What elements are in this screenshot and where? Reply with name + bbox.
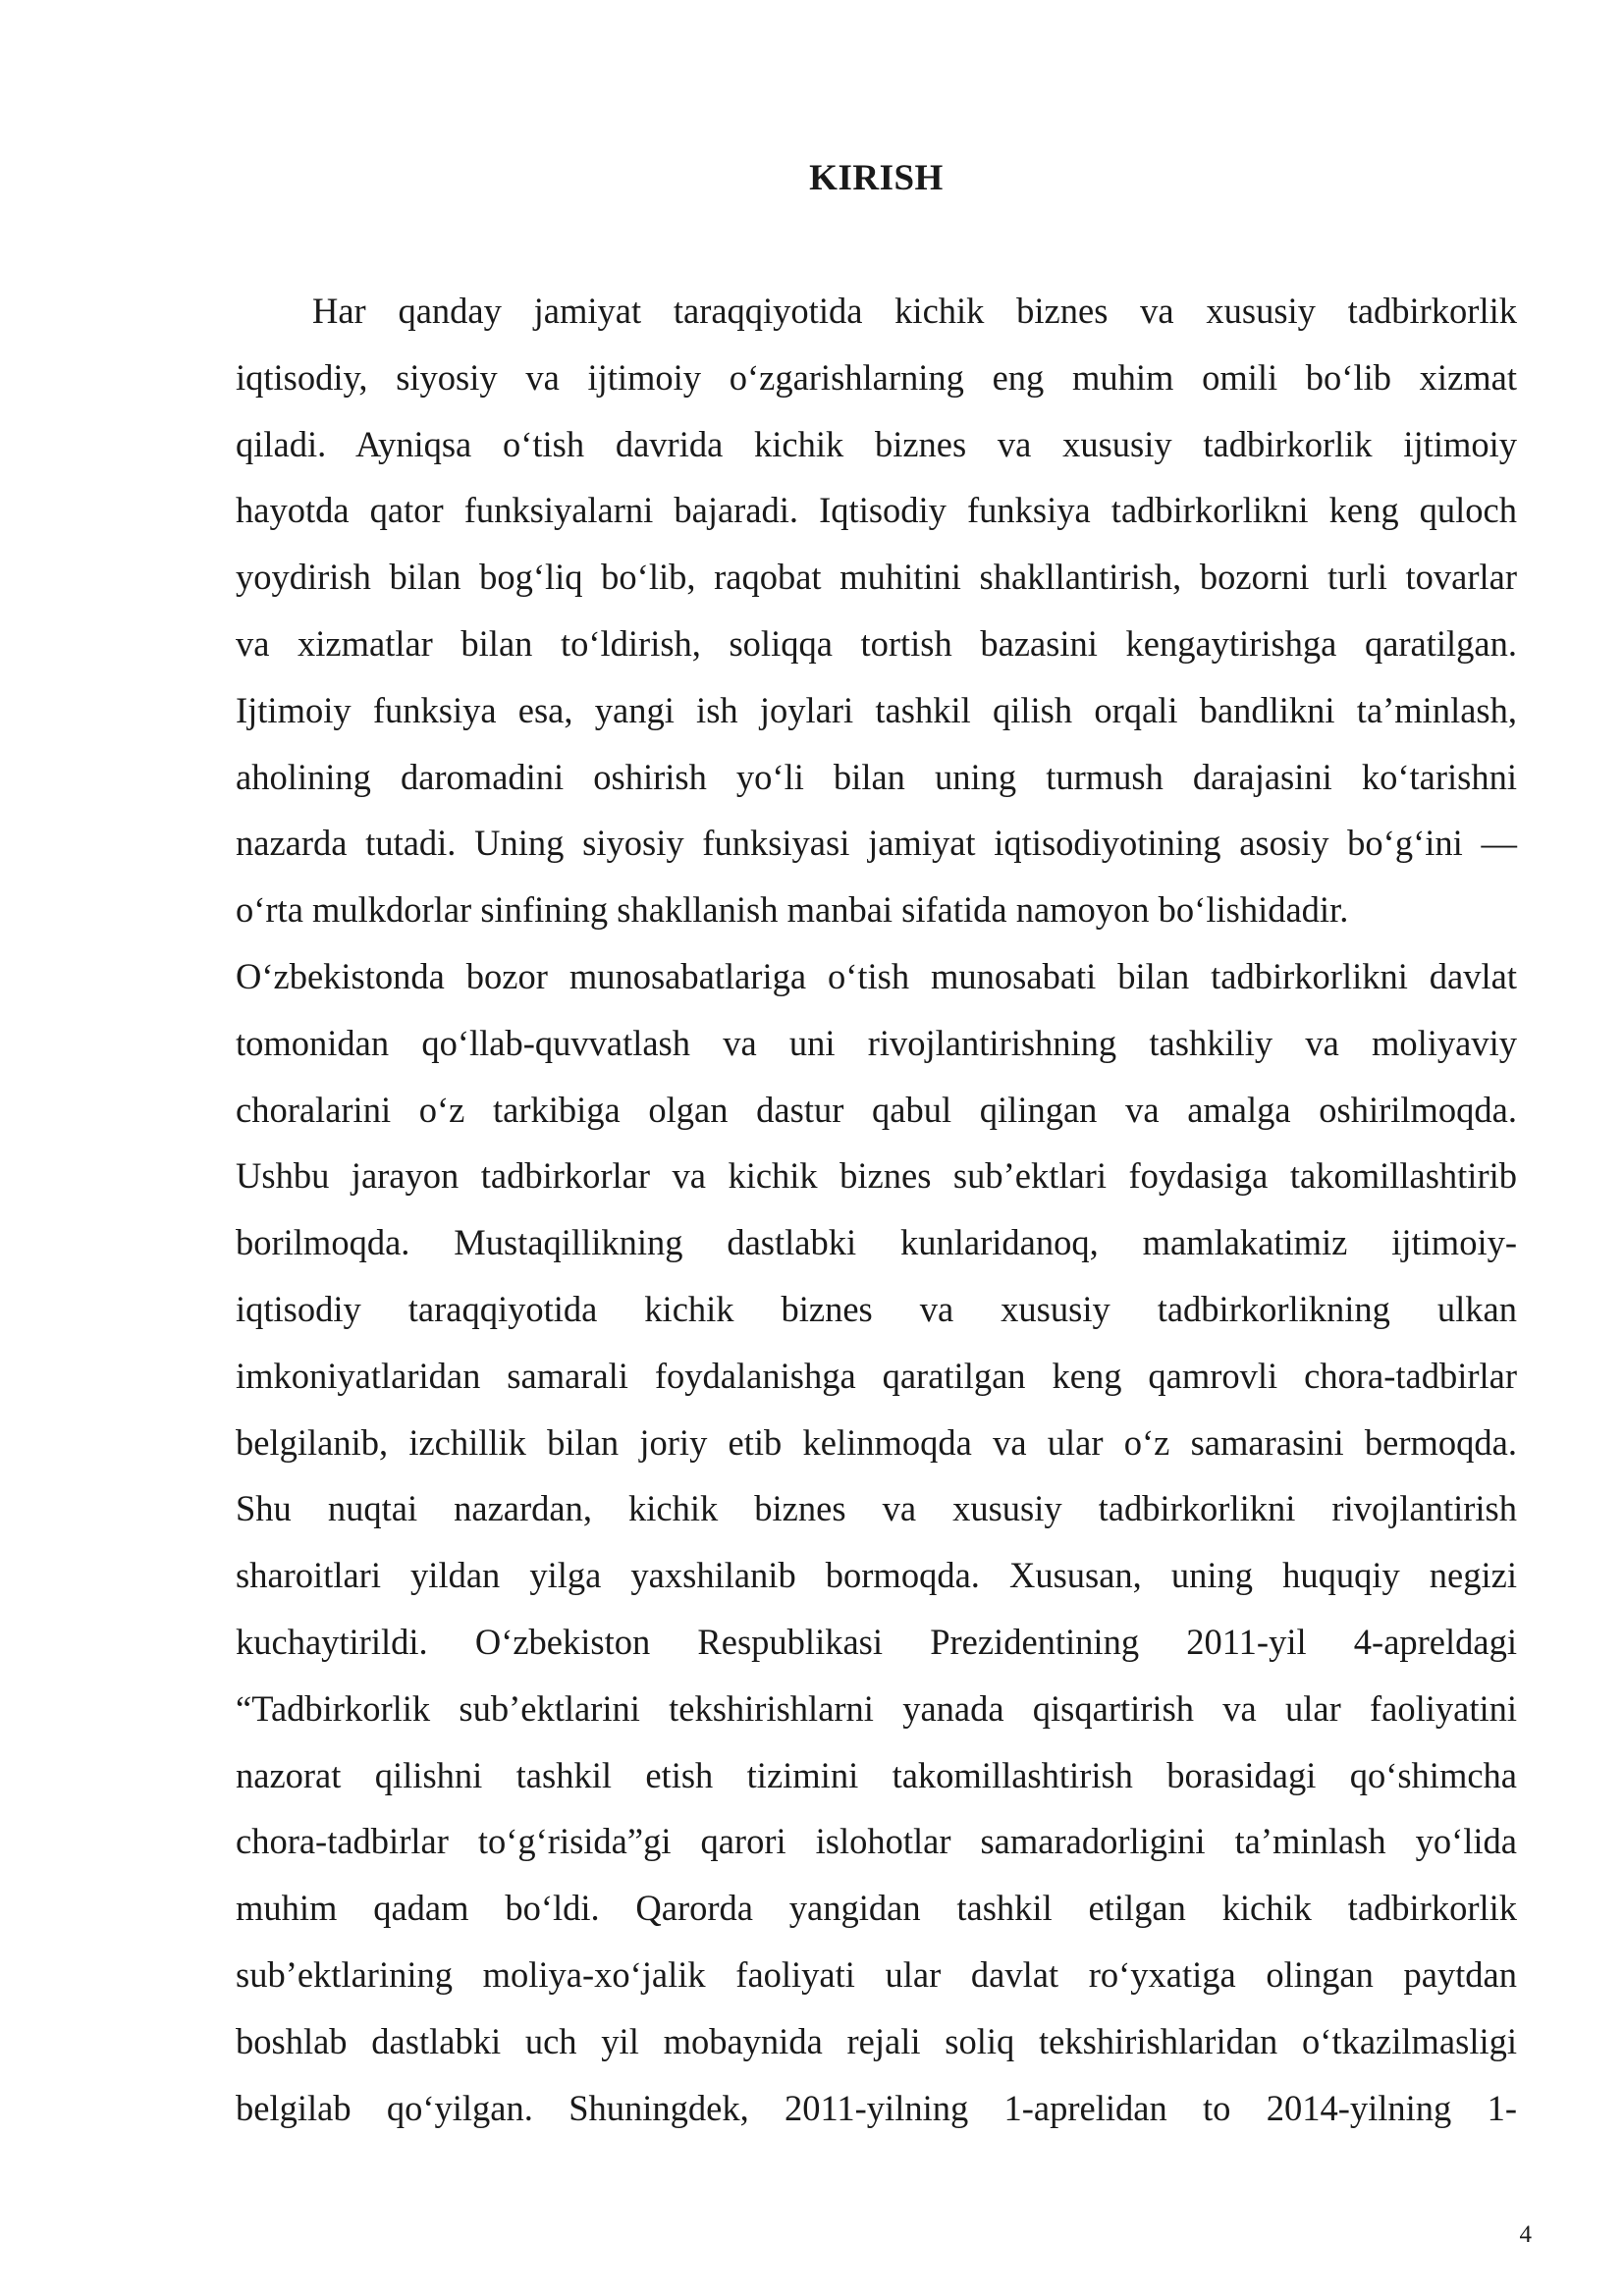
page-title: KIRISH [809,158,944,198]
text-line: iqtisodiy taraqqiyotida kichik biznes va xususiy tadbirkorlikning ulkan [236,1288,1517,1329]
text-line: Har qanday jamiyat taraqqiyotida kichik biznes va xususiy tadbirkorlik [312,291,1517,331]
text-line: Ushbu jarayon tadbirkorlar va kichik biznes sub’ektlari foydasiga takomillashtirib [236,1155,1517,1197]
text-line: borilmoqda. Mustaqillikning dastlabki kunlaridanoq, mamlakatimiz ijtimoiy- [236,1222,1517,1263]
text-line: muhim qadam bo‘ldi. Qarorda yangidan tashkil etilgan kichik tadbirkorlik [236,1888,1517,1929]
text-line: nazorat qilishni tashkil etish tizimini takomillashtirish borasidagi qo‘shimcha [236,1754,1517,1795]
text-line: tomonidan qo‘llab-quvvatlash va uni rivojlantirishning tashkiliy va moliyaviy [236,1022,1517,1063]
text-line: boshlab dastlabki uch yil mobaynida rejali soliq tekshirishlaridan o‘tkazilmasligi [236,2020,1517,2061]
text-line: hayotda qator funksiyalarni bajaradi. Iqtisodiy funksiya tadbirkorlikni keng quloch [236,490,1517,531]
text-line: “Tadbirkorlik sub’ektlarini tekshirishlarni yanada qisqartirish va ular faoliyatini [236,1687,1517,1729]
text-line: va xizmatlar bilan to‘ldirish, soliqqa tortish bazasini kengaytirishga qaratilgan. [236,622,1517,664]
text-line: qiladi. Ayniqsa o‘tish davrida kichik biznes va xususiy tadbirkorlik ijtimoiy [236,423,1517,464]
body-text [236,278,1517,2141]
text-line: yoydirish bilan bog‘liq bo‘lib, raqobat muhitini shakllantirish, bozorni turli tovarlar [236,557,1517,598]
text-line: chora-tadbirlar to‘g‘risida”gi qarori islohotlar samaradorligini ta’minlash yo‘lida [236,1821,1517,1862]
text-line: aholining daromadini oshirish yo‘li bilan uning turmush darajasini ko‘tarishni [236,756,1517,797]
text-line: choralarini o‘z tarkibiga olgan dastur qabul qilingan va amalga oshirilmoqda. [236,1089,1517,1130]
text-line: O‘zbekistonda bozor munosabatlariga o‘tish munosabati bilan tadbirkorlikni davlat [236,955,1517,996]
text-line: kuchaytirildi. O‘zbekiston Respublikasi Prezidentining 2011-yil 4-apreldagi [236,1621,1517,1662]
text-line: nazarda tutadi. Uning siyosiy funksiyasi jamiyat iqtisodiyotining asosiy bo‘g‘ini — [236,823,1517,864]
text-line: imkoniyatlaridan samarali foydalanishga qaratilgan keng qamrovli chora-tadbirlar [236,1355,1517,1396]
text-line: Shu nuqtai nazardan, kichik biznes va xususiy tadbirkorlikni rivojlantirish [236,1488,1517,1529]
text-line: belgilanib, izchillik bilan joriy etib kelinmoqda va ular o‘z samarasini bermoqda. [236,1421,1517,1463]
text-line: iqtisodiy, siyosiy va ijtimoiy o‘zgarishlarning eng muhim omili bo‘lib xizmat [236,356,1517,398]
text-line: o‘rta mulkdorlar sinfining shakllanish manbai sifatida namoyon bo‘lishidadir. [236,889,1349,931]
text-line: Ijtimoiy funksiya esa, yangi ish joylari tashkil qilish orqali bandlikni ta’minlash, [236,689,1517,730]
page-number: 4 [1519,2221,1532,2248]
text-line: belgilab qo‘yilgan. Shuningdek, 2011-yilning 1-aprelidan to 2014-yilning 1- [236,2087,1517,2128]
text-line: sharoitlari yildan yilga yaxshilanib bormoqda. Xususan, uning huquqiy negizi [236,1555,1517,1596]
text-line: sub’ektlarining moliya-xo‘jalik faoliyati ular davlat ro‘yxatiga olingan paytdan [236,1953,1517,1995]
